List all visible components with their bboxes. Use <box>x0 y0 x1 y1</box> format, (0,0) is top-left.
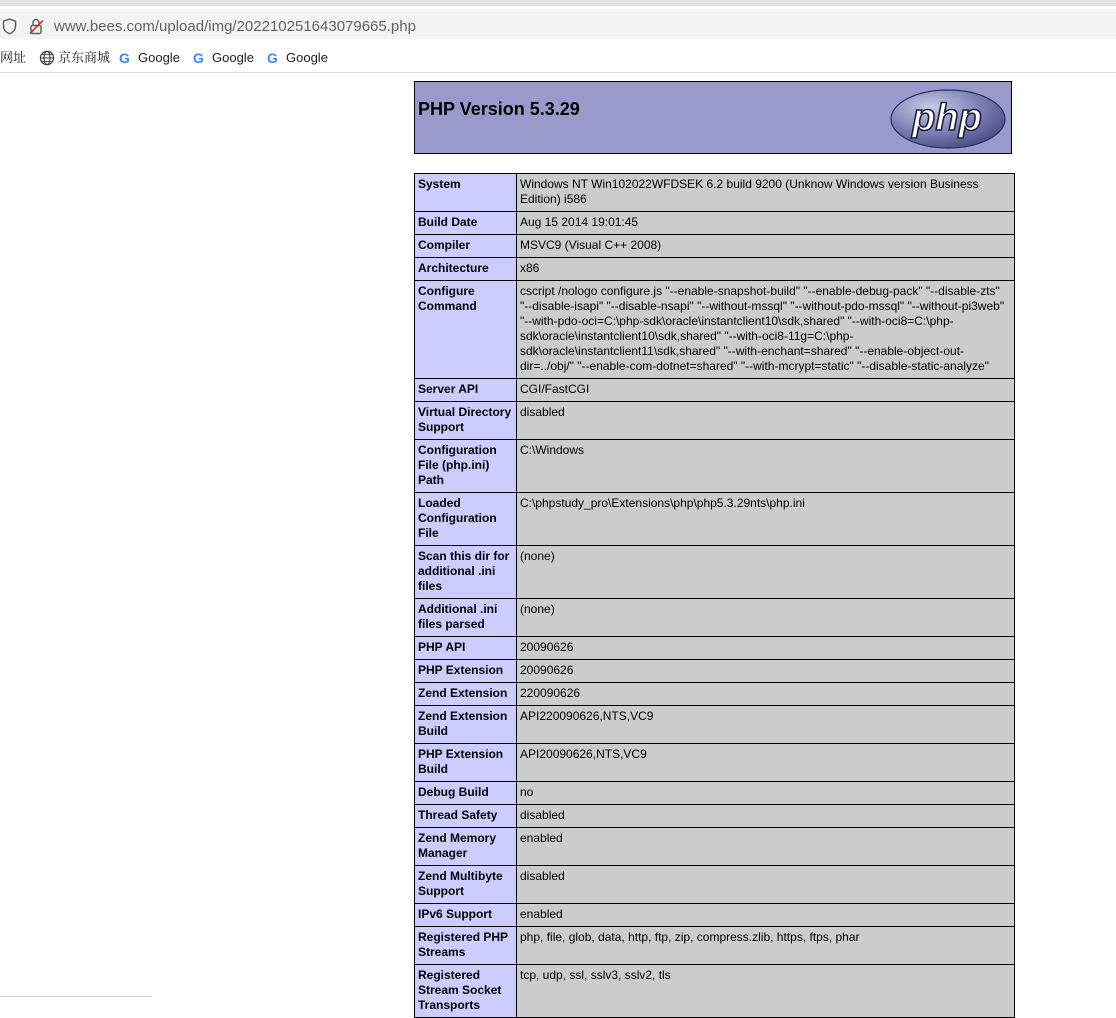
google-icon: G <box>119 50 130 66</box>
insecure-lock-icon[interactable] <box>28 18 45 35</box>
row-key: Thread Safety <box>415 805 517 828</box>
table-row <box>415 174 1015 212</box>
row-value: CGI/FastCGI <box>517 379 1015 402</box>
row-value: 20090626 <box>517 637 1015 660</box>
bookmark-label: Google <box>212 50 254 65</box>
row-value: enabled <box>517 904 1015 927</box>
row-value: disabled <box>517 805 1015 828</box>
page-content <box>0 73 1116 1012</box>
row-value: php, file, glob, data, http, ftp, zip, compress.zlib, https, ftps, phar <box>517 927 1015 965</box>
row-key: Zend Extension Build <box>415 706 517 744</box>
php-info-table <box>414 173 1015 1018</box>
table-row <box>415 660 1015 683</box>
php-version-header <box>414 81 1012 154</box>
google-icon: G <box>267 50 278 66</box>
bookmark-label: Google <box>138 50 180 65</box>
bookmark-label: Google <box>286 50 328 65</box>
row-value: MSVC9 (Visual C++ 2008) <box>517 235 1015 258</box>
table-row <box>415 866 1015 904</box>
row-value: 220090626 <box>517 683 1015 706</box>
google-icon: G <box>193 50 204 66</box>
table-row <box>415 683 1015 706</box>
row-value: API220090626,NTS,VC9 <box>517 706 1015 744</box>
url-text[interactable]: www.bees.com/upload/img/202210251643079665.php <box>54 18 416 35</box>
row-key: Configuration File (php.ini) Path <box>415 440 517 493</box>
row-key: Zend Extension <box>415 683 517 706</box>
table-row <box>415 402 1015 440</box>
row-key: Build Date <box>415 212 517 235</box>
row-value: Aug 15 2014 19:01:45 <box>517 212 1015 235</box>
table-row <box>415 927 1015 965</box>
table-row <box>415 828 1015 866</box>
row-value: C:\Windows <box>517 440 1015 493</box>
row-key: Registered Stream Socket Transports <box>415 965 517 1018</box>
row-value: Windows NT Win102022WFDSEK 6.2 build 9200 (Unknow Windows version Business Edition) i586 <box>517 174 1015 212</box>
php-logo-text: php <box>912 97 982 139</box>
url-field[interactable] <box>0 9 1116 39</box>
table-row <box>415 965 1015 1018</box>
php-logo[interactable] <box>889 88 1007 150</box>
table-row <box>415 258 1015 281</box>
table-row <box>415 805 1015 828</box>
row-value: cscript /nologo configure.js "--enable-snapshot-build" "--enable-debug-pack" "--disable-zts" "--disable-isapi" "--disable-nsapi" "--without-mssql" "--without-pdo-mssql" "--without-pi3web" "--with-pdo-oci=C:\php-sdk\oracle\instantclient10\sdk,shared" "--with-oci8=C:\php-sdk\oracle\instantclient10\sdk,shared" "--with-oci8-11g=C:\php-sdk\oracle\instantclient11\sdk,shared" "--with-enchant=shared" "--enable-object-out-dir=../obj/" "--enable-com-dotnet=shared" "--with-mcrypt=static" "--disable-static-analyze" <box>517 281 1015 379</box>
table-row <box>415 782 1015 805</box>
row-key: PHP Extension <box>415 660 517 683</box>
table-row <box>415 440 1015 493</box>
table-row <box>415 493 1015 546</box>
row-key: PHP Extension Build <box>415 744 517 782</box>
row-value: API20090626,NTS,VC9 <box>517 744 1015 782</box>
row-value: no <box>517 782 1015 805</box>
row-value: disabled <box>517 402 1015 440</box>
row-key: Debug Build <box>415 782 517 805</box>
bookmark-label: 网址 <box>0 50 27 65</box>
table-row <box>415 212 1015 235</box>
row-value: C:\phpstudy_pro\Extensions\php\php5.3.29nts\php.ini <box>517 493 1015 546</box>
row-key: Zend Multibyte Support <box>415 866 517 904</box>
row-key: Architecture <box>415 258 517 281</box>
table-row <box>415 546 1015 599</box>
row-key: Configure Command <box>415 281 517 379</box>
table-row <box>415 235 1015 258</box>
row-key: Registered PHP Streams <box>415 927 517 965</box>
row-value: x86 <box>517 258 1015 281</box>
bookmarks-bar <box>0 42 1116 73</box>
row-key: Additional .ini files parsed <box>415 599 517 637</box>
address-bar <box>0 6 1116 43</box>
shield-icon[interactable] <box>2 18 17 35</box>
table-row <box>415 744 1015 782</box>
row-value: enabled <box>517 828 1015 866</box>
row-value: tcp, udp, ssl, sslv3, sslv2, tls <box>517 965 1015 1018</box>
row-key: Zend Memory Manager <box>415 828 517 866</box>
row-key: System <box>415 174 517 212</box>
row-key: Compiler <box>415 235 517 258</box>
row-key: Server API <box>415 379 517 402</box>
globe-icon <box>39 50 55 66</box>
table-row <box>415 379 1015 402</box>
row-value: disabled <box>517 866 1015 904</box>
row-value: (none) <box>517 599 1015 637</box>
row-key: Loaded Configuration File <box>415 493 517 546</box>
table-row <box>415 637 1015 660</box>
row-value: (none) <box>517 546 1015 599</box>
page-title: PHP Version 5.3.29 <box>418 99 580 119</box>
table-row <box>415 281 1015 379</box>
table-row <box>415 706 1015 744</box>
row-value: 20090626 <box>517 660 1015 683</box>
row-key: PHP API <box>415 637 517 660</box>
row-key: Virtual Directory Support <box>415 402 517 440</box>
row-key: Scan this dir for additional .ini files <box>415 546 517 599</box>
row-key: IPv6 Support <box>415 904 517 927</box>
table-row <box>415 904 1015 927</box>
table-row <box>415 599 1015 637</box>
bookmark-label: 京东商城 <box>58 50 111 65</box>
